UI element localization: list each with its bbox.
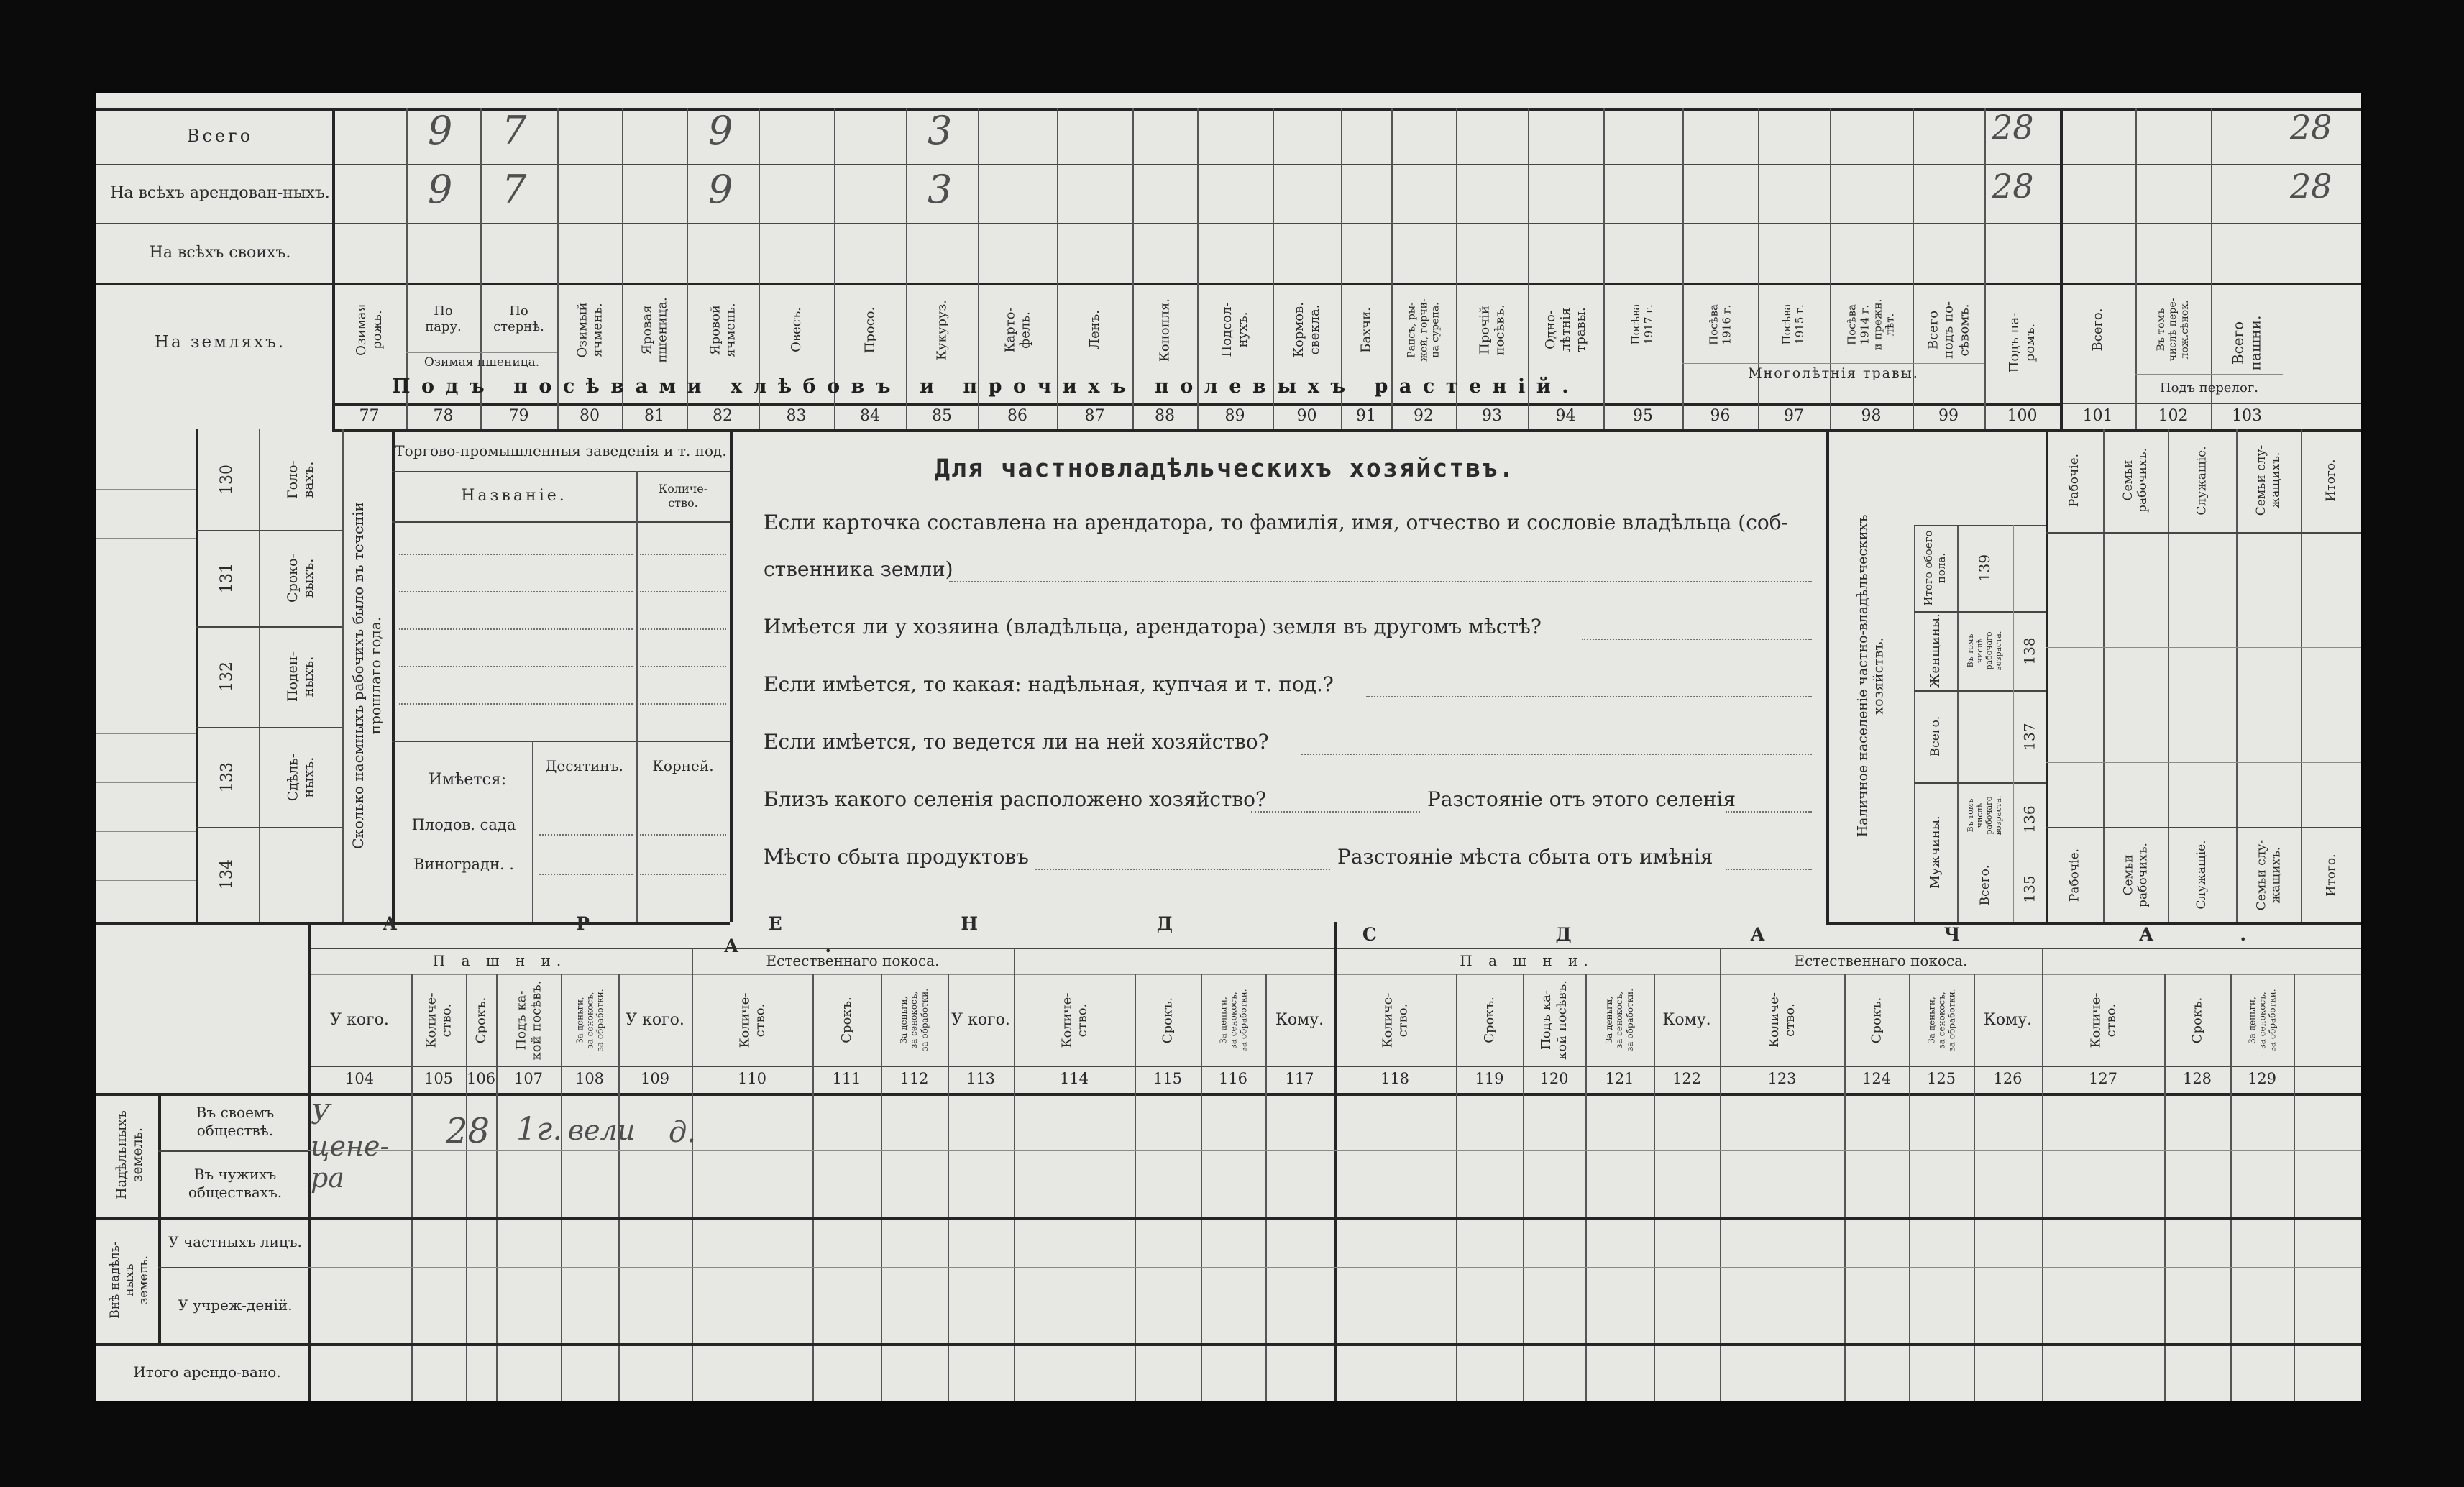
korney-label: Корней. (652, 756, 714, 774)
rule-line (96, 1093, 2361, 1096)
plodov-sada-label: Плодов. сада (411, 816, 516, 834)
handwritten-srok: 1г. (516, 1111, 563, 1148)
bottom-col-number-115: 115 (1153, 1070, 1183, 1087)
bottom-col-number-104: 104 (344, 1070, 375, 1087)
col-header-91: Бахчи. (1358, 306, 1374, 353)
rule-line (96, 489, 196, 490)
worker-col-num-130: 130 (218, 465, 237, 495)
right-col-top-2: Служащiе. (2194, 445, 2209, 516)
arenda-header: А Р Е Н Д А. (383, 912, 1259, 956)
bottom-col-za_dengi-5: За деньги, за сенокосъ, за обработки. (2246, 988, 2278, 1052)
question-market: Мѣсто сбыта продуктовъ (764, 845, 1029, 869)
handwritten-arend-c82: 9 (708, 167, 733, 212)
rule-line (96, 782, 196, 783)
rule-line (1603, 108, 1605, 429)
fill-in-line (399, 628, 633, 630)
col-number-90: 90 (1296, 407, 1317, 425)
question-distance-village: Разстоянiе отъ этого селенiя (1427, 787, 1736, 811)
private-farms-title: Для частновладѣльческихъ хозяйствъ. (935, 454, 1516, 483)
fill-in-line (640, 834, 726, 836)
muzhchiny-label: Мужчины. (1928, 815, 1943, 889)
worker-col-num-133: 133 (218, 761, 237, 792)
col-header-95: Посѣва 1917 г. (1629, 303, 1655, 345)
handwritten-vsego-c78: 9 (428, 108, 453, 153)
bottom-col-srok-0: Срокъ. (473, 997, 489, 1043)
fill-in-line (949, 581, 1812, 582)
bottom-col-u_kogo-2: У кого. (951, 1010, 1010, 1029)
rule-line (96, 538, 196, 539)
handwritten-pod: вели (568, 1115, 636, 1146)
col-header-82: Яровой ячмень. (707, 302, 738, 357)
pop-col-num-138: 138 (2020, 636, 2038, 665)
bottom-col-srok-2: Срокъ. (1160, 997, 1176, 1043)
col-number-95: 95 (1633, 407, 1653, 425)
col-number-91: 91 (1356, 407, 1376, 425)
rule-line (96, 1343, 2361, 1346)
workers-hired-label: Сколько наемныхъ рабочихъ было въ теченiи прошлаго года. (349, 502, 384, 849)
bottom-col-za_dengi-1: За деньги, за сенокосъ, за обработки. (899, 988, 930, 1052)
col-number-81: 81 (644, 407, 664, 425)
col-number-99: 99 (1938, 407, 1959, 425)
bottom-col-number-129: 129 (2247, 1070, 2277, 1087)
arenda-pokos: Естественнаго покоса. (766, 952, 940, 969)
pop-col-num-136: 136 (2020, 805, 2038, 833)
nadel-label: Надѣльныхъ земель. (113, 1109, 145, 1200)
question-land-type: Если имѣется, то какая: надѣльная, купчая и т. под.? (764, 672, 1334, 696)
col-header-85: Кукуруз. (934, 299, 950, 360)
itogo-obogo-pola: Итого обоего пола. (1922, 530, 1948, 606)
bottom-col-srok-1: Срокъ. (838, 997, 854, 1043)
pop-col-num-139: 139 (1976, 554, 1994, 582)
bottom-col-number-121: 121 (1605, 1070, 1634, 1087)
col-header-102: Въ томъ числѣ пере- лож.сѣнок. (2155, 298, 2191, 362)
row-label-svoikh: На всѣхъ своихъ. (149, 243, 291, 262)
question-owner: Если карточка составлена на арендатора, то фамилiя, имя, отчество и сословiе владѣльца (соб- (764, 511, 1789, 534)
bottom-col-kolichestvo-3: Количе- ство. (1379, 992, 1410, 1048)
col-number-86: 86 (1007, 407, 1027, 425)
right-col-bottom-1: Семьи рабочихъ. (2120, 842, 2150, 907)
col-number-102: 102 (2158, 407, 2189, 425)
col-header-103: Всего пашни. (2229, 315, 2263, 370)
col-header-81: Яровая пшеница. (638, 296, 669, 363)
bottom-col-number-106: 106 (466, 1070, 496, 1087)
bottom-col-number-128: 128 (2182, 1070, 2212, 1087)
fill-in-line (1301, 754, 1812, 755)
rule-line (730, 429, 733, 922)
rule-line (2046, 827, 2361, 828)
handwritten-u-kogo: У цене-ра (311, 1099, 390, 1194)
col-header-77: Озимая рожь. (354, 303, 385, 356)
bottom-col-number-127: 127 (2088, 1070, 2118, 1087)
col-header-89: Подсол- нухъ. (1219, 302, 1250, 357)
fill-in-line (399, 666, 633, 667)
rule-line (96, 880, 196, 881)
bottom-col-kolichestvo-5: Количе- ство. (2087, 992, 2118, 1048)
right-col-top-4: Итого. (2323, 459, 2338, 502)
bottom-row-label-3: У учреж-денiй. (178, 1296, 293, 1314)
bottom-col-number-112: 112 (899, 1070, 929, 1087)
handwritten-vsego-c82: 9 (708, 108, 733, 153)
bottom-col-number-117: 117 (1285, 1070, 1314, 1087)
col-number-85: 85 (932, 407, 952, 425)
fill-in-line (640, 554, 726, 555)
fill-in-line (1726, 811, 1812, 813)
bottom-col-za_dengi-2: За деньги, за сенокосъ, за обработки. (1217, 988, 1249, 1052)
bottom-row-label-0: Въ своемъ обществѣ. (196, 1104, 275, 1139)
rule-line (96, 733, 196, 734)
trade-header: Торгово-промышленныя заведенiя и т. под. (395, 442, 727, 459)
col-header-96: Посѣва 1916 г. (1706, 303, 1733, 345)
handwritten-vsego-c79: 7 (502, 108, 527, 153)
col-header-101: Всего. (2089, 308, 2105, 352)
col-number-88: 88 (1155, 407, 1175, 425)
bottom-col-za_dengi-3: За деньги, за сенокосъ, за обработки. (1604, 988, 1635, 1052)
col-header-93: Прочiй посѣвъ. (1476, 303, 1507, 356)
bottom-col-pod_kakoy-3: Подъ ка- кой посѣвъ. (1539, 980, 1570, 1060)
right-col-bottom-3: Семьи слу- жащихъ. (2253, 839, 2283, 910)
col-number-93: 93 (1482, 407, 1502, 425)
col-number-97: 97 (1784, 407, 1804, 425)
col-header-99: Всего подъ по- сѣвомъ. (1925, 301, 1971, 359)
fill-in-line (640, 628, 726, 630)
col-number-84: 84 (860, 407, 880, 425)
right-col-top-1: Семьи рабочихъ. (2120, 448, 2150, 513)
rule-line (2046, 647, 2361, 648)
bottom-col-number-110: 110 (737, 1070, 767, 1087)
fill-in-line (399, 554, 633, 555)
bottom-col-number-113: 113 (966, 1070, 996, 1087)
col-number-103: 103 (2232, 407, 2262, 425)
fill-in-line (640, 874, 726, 875)
bottom-col-kolichestvo-2: Количе- ство. (1058, 992, 1089, 1048)
arenda-pashni: П а ш н и. (432, 952, 567, 969)
bottom-col-number-125: 125 (1926, 1070, 1956, 1087)
col-header-88: Конопля. (1157, 298, 1173, 362)
col-number-100: 100 (2007, 407, 2038, 425)
bottom-col-number-119: 119 (1475, 1070, 1504, 1087)
handwritten-vsego-c103: 28 (2290, 108, 2332, 147)
col-number-89: 89 (1224, 407, 1245, 425)
worker-col-label-131: Сроко- выхъ. (284, 554, 316, 603)
col-number-92: 92 (1414, 407, 1434, 425)
bottom-col-srok-5: Срокъ. (2189, 997, 2205, 1043)
bottom-col-number-126: 126 (1993, 1070, 2023, 1087)
fill-in-line (1582, 639, 1812, 640)
pop-col-num-135: 135 (2020, 874, 2038, 903)
bottom-col-number-108: 108 (574, 1070, 605, 1087)
fill-in-line (399, 703, 633, 705)
worker-col-num-134: 134 (218, 859, 237, 889)
fill-in-line (1366, 696, 1812, 697)
muzh-working-age: Въ томъ числѣ рабочаго возраста. (1966, 795, 2003, 836)
bottom-col-komu-3: Кому. (1275, 1010, 1324, 1029)
bottom-col-pod_kakoy-0: Подъ ка- кой посѣвъ. (513, 980, 544, 1060)
worker-col-label-132: Поден- ныхъ. (284, 651, 316, 703)
row-label-vsego: Всего (186, 126, 254, 146)
col-header-94: Одно- лѣтнiя травы. (1542, 307, 1589, 352)
col-header-80: Озимый ячмень. (574, 302, 605, 357)
col-header-98: Посѣва 1914 г. и прежн. лѣт. (1845, 298, 1897, 350)
row-label-arend: На всѣхъ арендован-ныхъ. (110, 184, 330, 203)
right-col-bottom-2: Служащiе. (2194, 840, 2209, 910)
bottom-col-number-105: 105 (423, 1070, 454, 1087)
fill-in-line (640, 703, 726, 705)
col-header-97: Посѣва 1915 г. (1780, 303, 1806, 345)
rule-line (2046, 762, 2361, 763)
col-number-96: 96 (1710, 407, 1731, 425)
rule-line (392, 741, 730, 742)
question-distance-market: Разстоянiе мѣста сбыта отъ имѣнiя (1337, 845, 1713, 869)
pod-posevami-banner: Подъ посѣвами хлѣбовъ и прочихъ полевыхъ растенiй. (392, 375, 1580, 398)
col-number-82: 82 (713, 407, 733, 425)
bottom-col-number-122: 122 (1672, 1070, 1702, 1087)
handwritten-arend-c103: 28 (2290, 167, 2332, 206)
rule-line (96, 831, 196, 832)
fill-in-line (1251, 811, 1420, 813)
col-header-78: По пару. (425, 303, 462, 334)
handwritten-za: д. (669, 1116, 697, 1149)
fill-in-line (539, 834, 633, 836)
question-nearest-village: Близъ какого селенiя расположено хозяйство? (764, 787, 1267, 811)
col-header-92: Рапсъ, ры- жей, горчи- ца сурепа. (1406, 298, 1442, 362)
bottom-col-srok-3: Срокъ. (1481, 997, 1497, 1043)
bottom-col-number-120: 120 (1539, 1070, 1569, 1087)
col-number-87: 87 (1084, 407, 1105, 425)
bottom-col-za_dengi-0: За деньги, за сенокосъ, за обработки. (574, 988, 605, 1052)
col-number-94: 94 (1555, 407, 1576, 425)
bottom-col-kolichestvo-1: Количе- ство. (736, 992, 767, 1048)
fill-in-line (399, 591, 633, 592)
rule-line (332, 403, 2060, 406)
fill-in-line (640, 666, 726, 667)
rule-line (2060, 108, 2063, 429)
question-owner-b: ственника земли) (764, 557, 953, 581)
col-header-86: Карто- фель. (1002, 306, 1032, 353)
col-header-87: Ленъ. (1086, 310, 1102, 349)
col-header-84: Просо. (862, 306, 878, 353)
col-number-98: 98 (1861, 407, 1882, 425)
col-header-100: Подъ па- ромъ. (2007, 312, 2038, 373)
worker-col-label-133: Сдѣль- ныхъ. (284, 753, 316, 801)
fill-in-line (640, 591, 726, 592)
right-col-top-0: Рабочiе. (2066, 453, 2081, 508)
fill-in-line (1035, 869, 1330, 870)
row-label-na-zemlyakh: На земляхъ. (154, 333, 286, 352)
col-number-80: 80 (580, 407, 600, 425)
census-form-sheet (96, 93, 2361, 1401)
bottom-col-kolichestvo-4: Количе- ство. (1767, 992, 1797, 1048)
handwritten-arend-c85: 3 (928, 167, 953, 212)
pod-perelog-label: Подъ перелог. (2159, 380, 2259, 395)
col-header-83: Овесъ. (788, 307, 804, 352)
sdacha-pashni: П а ш н и. (1460, 952, 1594, 969)
worker-col-num-132: 132 (218, 662, 237, 692)
bottom-col-u_kogo-0: У кого. (330, 1010, 389, 1029)
sdacha-header: С Д А Ч А. (1362, 924, 2333, 946)
bottom-col-number-123: 123 (1767, 1070, 1797, 1087)
bottom-col-komu-4: Кому. (1662, 1010, 1711, 1029)
rule-line (392, 521, 730, 523)
rule-line (2042, 948, 2043, 974)
right-col-bottom-0: Рабочiе. (2066, 848, 2081, 902)
col-header-79: По стернѣ. (493, 303, 544, 334)
question-land-elsewhere: Имѣется ли у хозяина (владѣльца, арендатора) земля въ другомъ мѣстѣ? (764, 615, 1542, 639)
ozimaya-pshenitsa-label: Озимая пшеница. (423, 355, 540, 370)
right-col-bottom-4: Итого. (2323, 854, 2338, 897)
rule-line (308, 1150, 2361, 1151)
rule-line (332, 108, 335, 429)
handwritten-arend-c99: 28 (1992, 167, 2034, 206)
fill-in-line (539, 874, 633, 875)
bottom-col-number-111: 111 (832, 1070, 861, 1087)
bottom-col-za_dengi-4: За деньги, за сенокосъ, за обработки. (1925, 988, 1957, 1052)
rule-line (96, 164, 2361, 165)
bottom-row-label-1: Въ чужихъ обществахъ. (188, 1166, 283, 1201)
bottom-col-kolichestvo-0: Количе- ство. (423, 992, 454, 1048)
rule-line (636, 471, 638, 922)
imeetsya-label: Имѣется: (428, 771, 507, 790)
bottom-col-number-114: 114 (1059, 1070, 1089, 1087)
bottom-col-number-118: 118 (1380, 1070, 1410, 1087)
handwritten-arend-c78: 9 (428, 167, 453, 212)
bottom-row-label-2: У частныхъ лицъ. (168, 1232, 302, 1250)
right-col-top-3: Семьи слу- жащихъ. (2253, 444, 2283, 516)
handwritten-arend-c79: 7 (502, 167, 527, 212)
bottom-col-u_kogo-1: У кого. (626, 1010, 684, 1029)
handwritten-vsego-c99: 28 (1992, 108, 2034, 147)
fill-in-line (1726, 869, 1812, 870)
trade-name-col: Названiе. (461, 487, 567, 505)
handwritten-vsego-c85: 3 (928, 108, 953, 153)
worker-col-label-130: Голо- вахъ. (284, 460, 316, 499)
trade-qty-col: Количе- ство. (658, 482, 708, 510)
bottom-col-number-109: 109 (640, 1070, 670, 1087)
handwritten-qty: 28 (446, 1111, 490, 1151)
rule-line (96, 1217, 2361, 1220)
bottom-col-number-124: 124 (1861, 1070, 1892, 1087)
bottom-col-srok-4: Срокъ. (1869, 997, 1884, 1043)
col-number-83: 83 (786, 407, 807, 425)
pop-col-num-137: 137 (2020, 722, 2038, 751)
mnogoletnie-label: Многолѣтнiя травы. (1748, 365, 1919, 382)
col-header-90: Кормов. свекла. (1291, 302, 1322, 357)
col-number-77: 77 (359, 407, 380, 425)
bottom-col-number-107: 107 (513, 1070, 544, 1087)
question-farming: Если имѣется, то ведется ли на ней хозяйство? (764, 730, 1269, 754)
rule-line (96, 223, 2361, 224)
worker-col-num-131: 131 (218, 563, 237, 593)
vinogradn-label: Виноградн. . (413, 856, 514, 874)
rule-line (2046, 532, 2361, 534)
desyatin-label: Десятинъ. (545, 756, 623, 774)
muzh-vsego: Всего. (1977, 864, 1992, 906)
vne-nadel-label: Внѣ надѣль- ныхъ земель. (107, 1241, 152, 1319)
col-number-101: 101 (2082, 407, 2113, 425)
zhen-vsego: Всего. (1928, 715, 1943, 757)
rule-line (308, 1267, 2361, 1268)
bottom-col-komu-5: Кому. (1983, 1010, 2033, 1029)
zhenshchiny-label: Женщины. (1928, 613, 1943, 688)
population-label: Наличное населенiе частно-владѣльческихъ хозяйствъ. (1854, 514, 1886, 837)
zhen-working-age: Въ томъ числѣ рабочаго возраста. (1966, 631, 2003, 671)
bottom-row-itogo: Итого арендо-вано. (133, 1363, 281, 1381)
col-number-79: 79 (508, 407, 529, 425)
sdacha-pokos: Естественнаго покоса. (1794, 952, 1968, 969)
col-number-78: 78 (433, 407, 454, 425)
bottom-col-number-116: 116 (1218, 1070, 1248, 1087)
